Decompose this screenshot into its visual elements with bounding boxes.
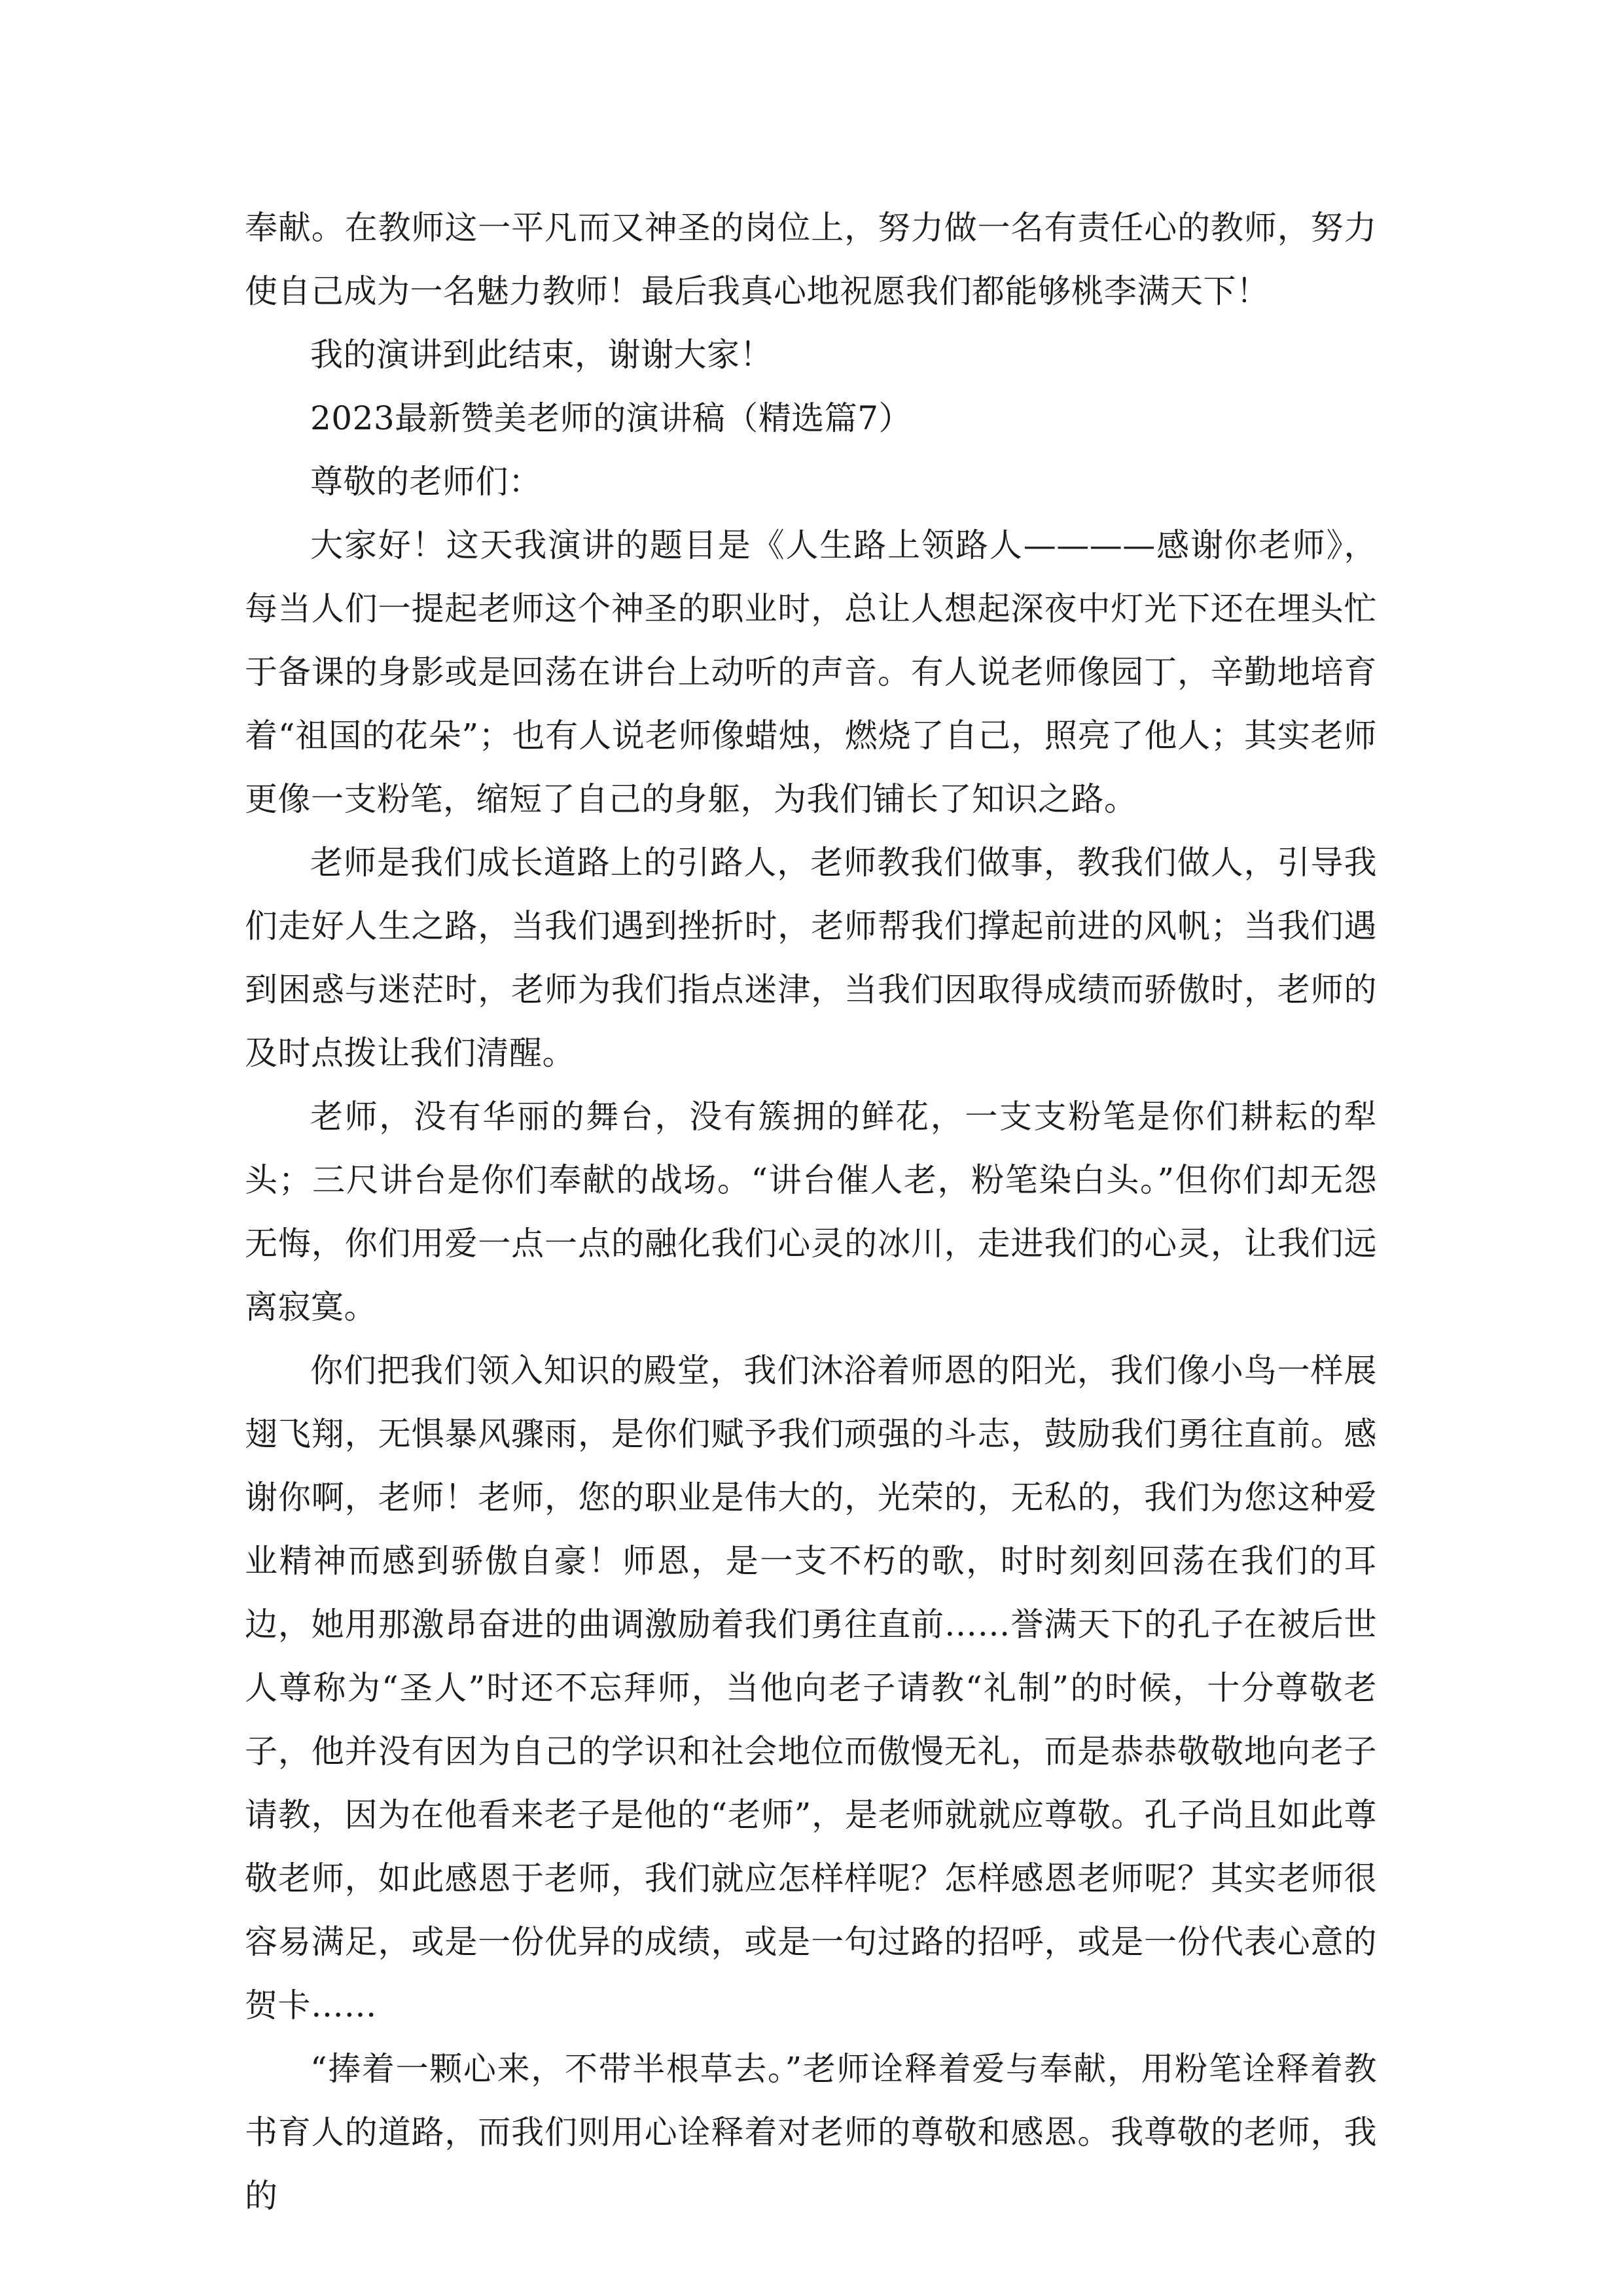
paragraph: 老师，没有华丽的舞台，没有簇拥的鲜花，一支支粉笔是你们耕耘的犁头；三尺讲台是你们奉献的战场。“讲台催人老，粉笔染白头。”但你们却无怨无悔，你们用爱一点一点的融化我们心灵的冰川，走进我们的心灵，让我们远离寂寞。 xyxy=(245,1098,1377,1326)
document-body xyxy=(245,196,1377,2228)
paragraph: 你们把我们领入知识的殿堂，我们沐浴着师恩的阳光，我们像小鸟一样展翅飞翔，无惧暴风骤雨，是你们赋予我们顽强的斗志，鼓励我们勇往直前。感谢你啊，老师！老师，您的职业是伟大的，光荣的，无私的，我们为您这种爱业精神而感到骄傲自豪！师恩，是一支不朽的歌，时时刻刻回荡在我们的耳边，她用那激昂奋进的曲调激励着我们勇往直前……誉满天下的孔子在被后世人尊称为“圣人”时还不忘拜师，当他向老子请教“礼制”的时候，十分尊敬老子，他并没有因为自己的学识和社会地位而傲慢无礼，而是恭恭敬敬地向老子请教，因为在他看来老子是他的“老师”，是老师就就应尊敬。孔子尚且如此尊敬老师，如此感恩于老师，我们就应怎样样呢？怎样感恩老师呢？其实老师很容易满足，或是一份优异的成绩，或是一句过路的招呼，或是一份代表心意的贺卡…… xyxy=(245,1352,1377,2024)
salutation: 尊敬的老师们： xyxy=(310,463,542,501)
paragraph: 大家好！这天我演讲的题目是《人生路上领路人————感谢你老师》，每当人们一提起老师这个神圣的职业时，总让人想起深夜中灯光下还在埋头忙于备课的身影或是回荡在讲台上动听的声音。有人说老师像园丁，辛勤地培育着“祖国的花朵”；也有人说老师像蜡烛，燃烧了自己，照亮了他人；其实老师更像一支粉笔，缩短了自己的身躯，为我们铺长了知识之路。 xyxy=(245,526,1377,818)
paragraph: “捧着一颗心来，不带半根草去。”老师诠释着爱与奉献，用粉笔诠释着教书育人的道路，而我们则用心诠释着对老师的尊敬和感恩。我尊敬的老师，我的 xyxy=(245,2050,1377,2215)
paragraph-closing: 我的演讲到此结束，谢谢大家！ xyxy=(310,336,773,374)
section-title: 2023最新赞美老师的演讲稿（精选篇7） xyxy=(310,399,912,437)
paragraph-continuation: 奉献。在教师这一平凡而又神圣的岗位上，努力做一名有责任心的教师，努力使自己成为一名魅力教师！最后我真心地祝愿我们都能够桃李满天下！ xyxy=(245,209,1377,310)
paragraph: 老师是我们成长道路上的引路人，老师教我们做事，教我们做人，引导我们走好人生之路，当我们遇到挫折时，老师帮我们撑起前进的风帆；当我们遇到困惑与迷茫时，老师为我们指点迷津，当我们因取得成绩而骄傲时，老师的及时点拨让我们清醒。 xyxy=(245,844,1377,1072)
